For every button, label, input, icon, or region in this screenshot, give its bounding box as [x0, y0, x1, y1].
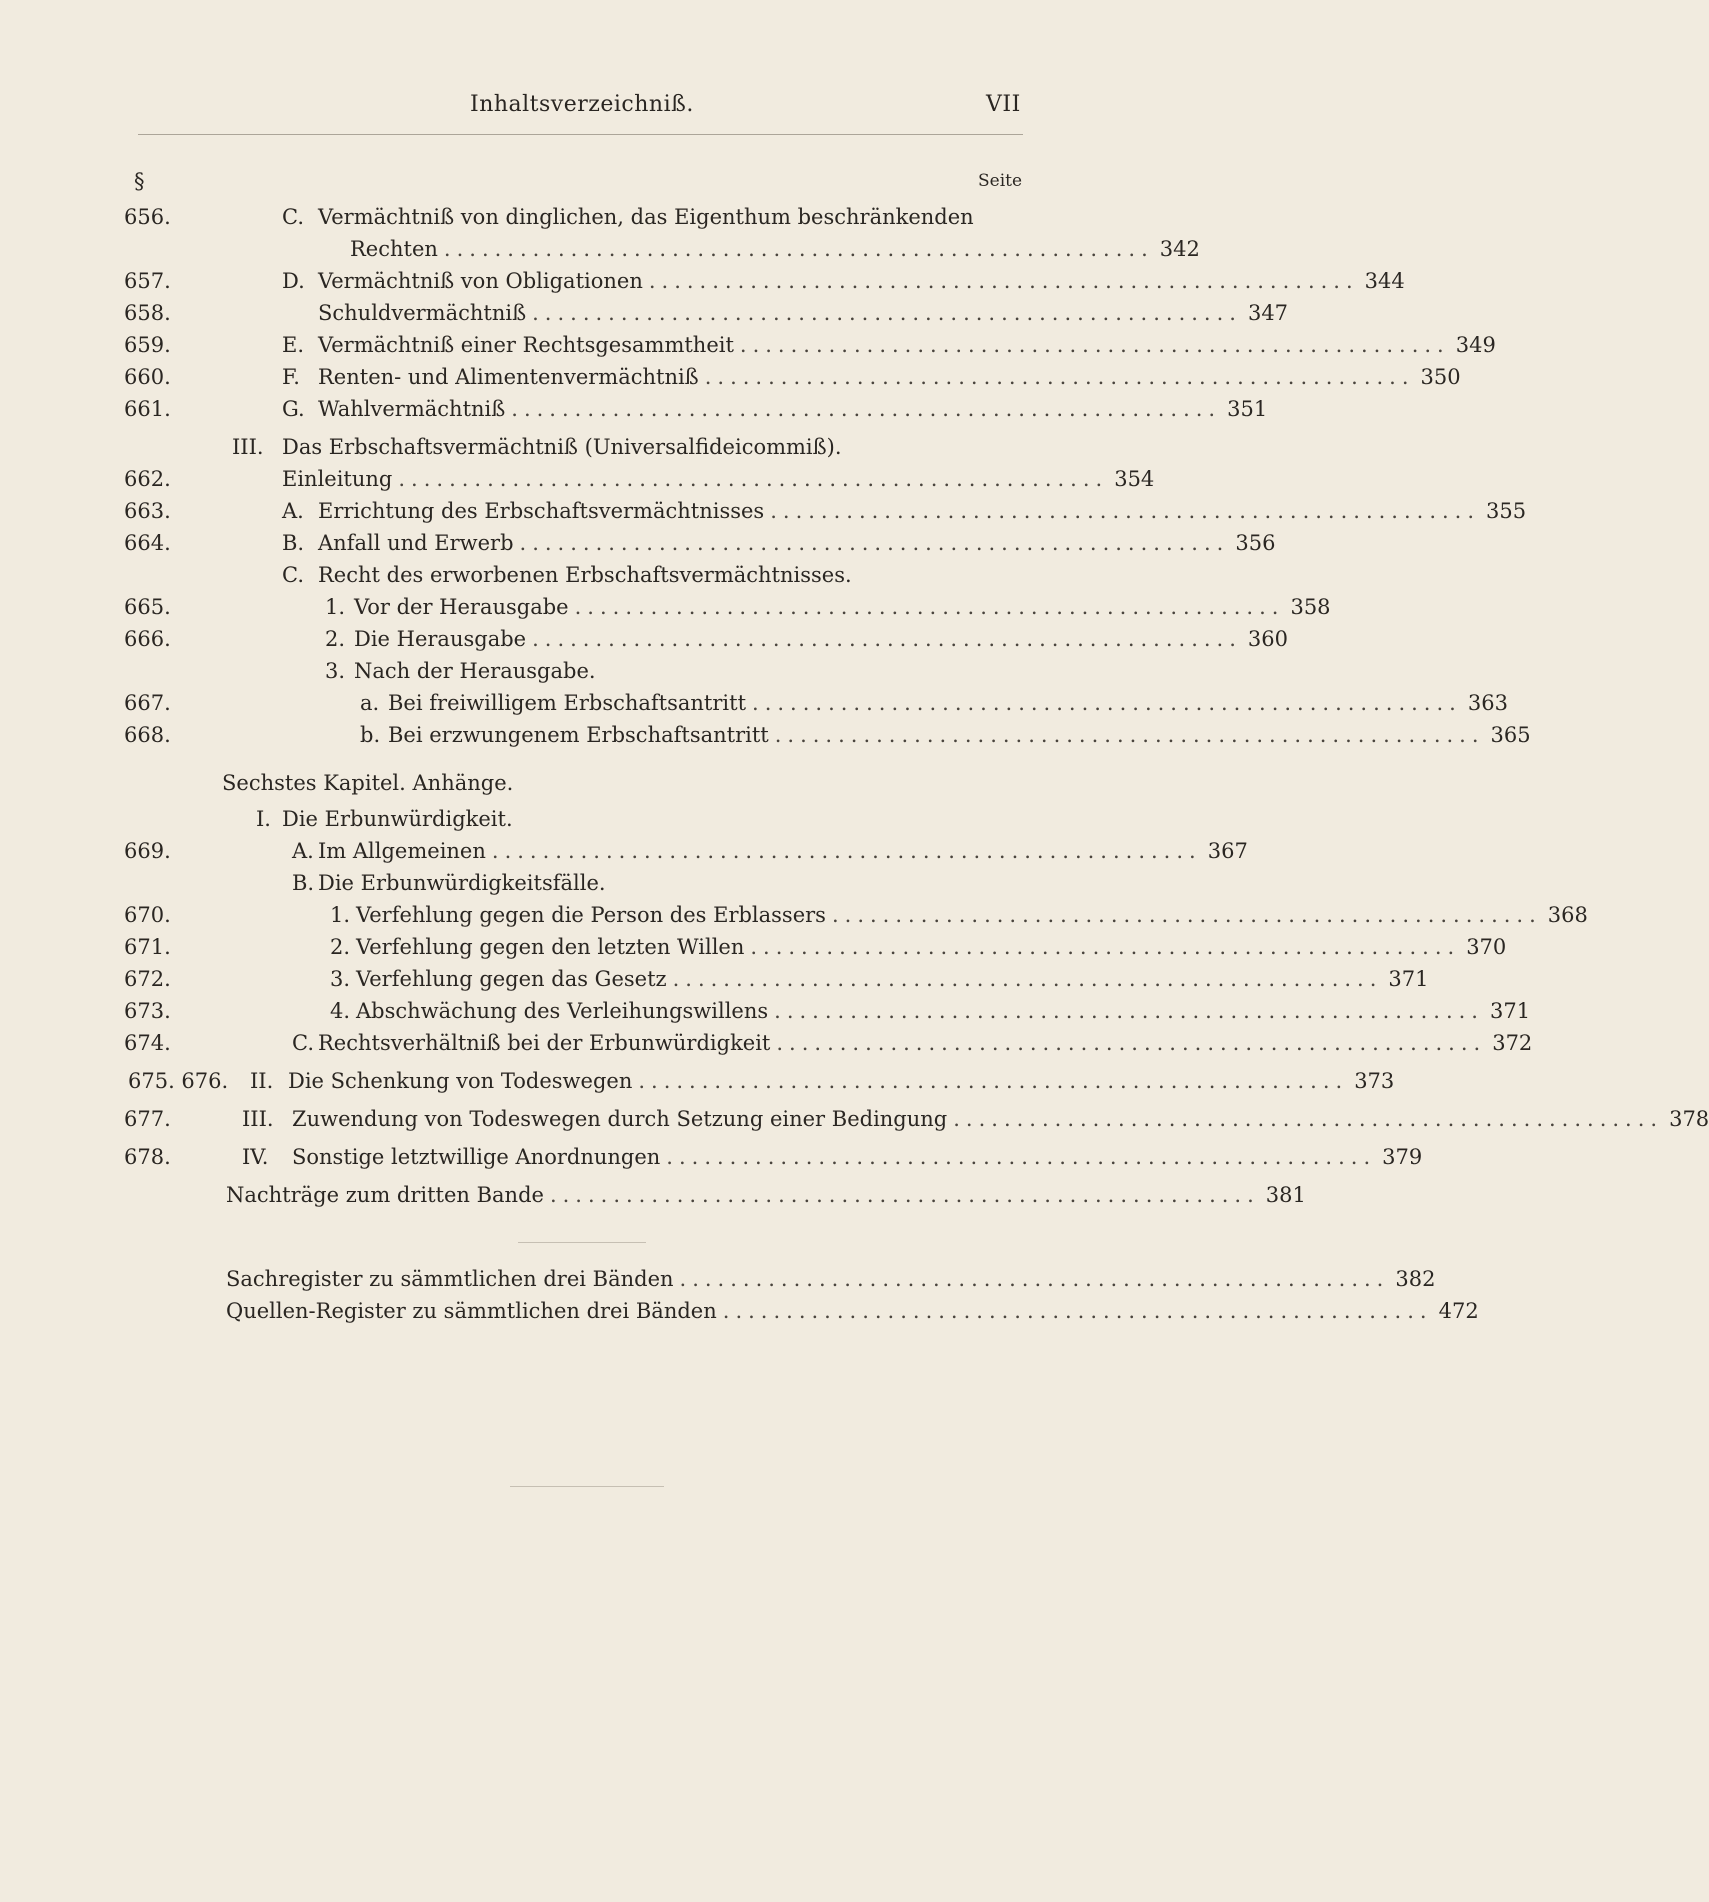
entry-title: Die Schenkung von Todeswegen: [288, 1069, 633, 1093]
bottom-rule: [510, 1486, 664, 1487]
section-number: 659.: [124, 333, 171, 357]
dot-leader: ........................................................: [648, 269, 1359, 293]
dot-leader: ........................................................: [722, 1299, 1433, 1323]
entry-line: [318, 298, 1289, 328]
entry-line: [226, 1180, 1306, 1210]
entry-title: Das Erbschaftsvermächtniß (Universalfideicommiß).: [282, 435, 842, 459]
dot-leader: ........................................................: [672, 967, 1383, 991]
entry-line: [388, 720, 1531, 750]
entry-title: Rechten: [350, 237, 438, 261]
entry-page-number: 372: [1492, 1031, 1533, 1055]
section-number: 664.: [124, 531, 171, 555]
entry-label: IV.: [242, 1145, 269, 1169]
entry-title: Errichtung des Erbschaftsvermächtnisses: [318, 499, 765, 523]
entry-page-number: 365: [1490, 723, 1531, 747]
dot-leader: ........................................................: [532, 627, 1242, 651]
entry-line: [354, 592, 1331, 622]
entry-page-number: 368: [1547, 903, 1588, 927]
entry-page-number: 363: [1467, 691, 1508, 715]
section-number: 663.: [124, 499, 171, 523]
toc-entry: [0, 1180, 1306, 1210]
toc-entry: [0, 964, 1429, 994]
entry-title: Renten- und Alimentenvermächtniß: [318, 365, 699, 389]
dot-leader: ........................................................: [638, 1069, 1349, 1093]
entry-line: [318, 362, 1461, 392]
toc-entry: [0, 932, 1507, 962]
entry-line: [282, 464, 1155, 494]
entry-page-number: 373: [1354, 1069, 1395, 1093]
dot-leader: ........................................................: [443, 237, 1154, 261]
dot-leader: ........................................................: [770, 499, 1481, 523]
section-symbol: §: [134, 169, 145, 193]
section-number: 667.: [124, 691, 171, 715]
section-number: 661.: [124, 397, 171, 421]
entry-line: [356, 932, 1507, 962]
toc-entry: [0, 432, 1218, 462]
entry-line: [226, 1296, 1479, 1326]
entry-label: F.: [282, 365, 300, 389]
entry-page-number: 355: [1486, 499, 1527, 523]
toc-entry: [0, 202, 1218, 232]
section-number: 657.: [124, 269, 171, 293]
section-number: 670.: [124, 903, 171, 927]
dot-leader: ........................................................: [750, 935, 1461, 959]
separator-rule: [518, 1242, 646, 1243]
entry-page-number: 371: [1489, 999, 1531, 1023]
entry-label: III.: [232, 435, 264, 459]
section-number: 656.: [124, 205, 171, 229]
entry-title: Anfall und Erwerb: [318, 531, 514, 555]
entry-label: C.: [282, 205, 304, 229]
toc-entry: [0, 394, 1268, 424]
entry-title: Vermächtniß von dinglichen, das Eigenthum beschränkenden: [318, 205, 974, 229]
entry-line: [356, 900, 1588, 930]
toc-entry: [0, 464, 1218, 494]
dot-leader: ........................................................: [774, 999, 1484, 1023]
toc-entry: [0, 330, 1496, 360]
entry-title: Vor der Herausgabe: [354, 595, 569, 619]
entry-title: Wahlvermächtniß: [318, 397, 506, 421]
entry-label: C.: [282, 563, 304, 587]
toc-entry: [0, 560, 1218, 590]
entry-line: [292, 1104, 1709, 1134]
entry-line: [318, 266, 1405, 296]
toc-entry: [0, 362, 1461, 392]
toc-entry: [0, 1066, 1395, 1096]
header-title: Inhaltsverzeichniß.: [470, 92, 694, 117]
dot-leader: ........................................................: [953, 1107, 1664, 1131]
entry-label: G.: [282, 397, 305, 421]
entry-label: C.: [292, 1031, 314, 1055]
entry-page-number: 349: [1455, 333, 1496, 357]
entry-title: Verfehlung gegen das Gesetz: [356, 967, 667, 991]
entry-label: E.: [282, 333, 305, 357]
entry-title: Verfehlung gegen den letzten Willen: [356, 935, 745, 959]
entry-page-number: 472: [1438, 1299, 1479, 1323]
entry-line: [318, 496, 1527, 526]
entry-label: A.: [292, 839, 314, 863]
dot-leader: ........................................................: [574, 595, 1285, 619]
entry-title: Recht des erworbenen Erbschaftsvermächtnisses.: [318, 563, 852, 587]
toc-entry: [0, 768, 1218, 798]
entry-line: [318, 528, 1276, 558]
toc-entry: [0, 234, 1218, 264]
entry-line: [292, 1142, 1423, 1172]
dot-leader: ........................................................: [739, 333, 1450, 357]
toc-entry: [0, 624, 1289, 654]
entry-label: 3.: [325, 659, 346, 683]
section-number: 660.: [124, 365, 171, 389]
entry-title: Vermächtniß einer Rechtsgesammtheit: [318, 333, 734, 357]
dot-leader: ........................................................: [704, 365, 1415, 389]
dot-leader: ........................................................: [519, 531, 1230, 555]
entry-title: Sechstes Kapitel. Anhänge.: [222, 771, 514, 795]
entry-label: A.: [282, 499, 304, 523]
entry-page-number: 351: [1227, 397, 1268, 421]
entry-page-number: 358: [1290, 595, 1331, 619]
section-number: 677.: [124, 1107, 171, 1131]
entry-line: [318, 394, 1268, 424]
dot-leader: ........................................................: [398, 467, 1109, 491]
entry-page-number: 370: [1466, 935, 1507, 959]
entry-label: B.: [282, 531, 305, 555]
entry-label: 2.: [325, 627, 346, 651]
entry-title: Vermächtniß von Obligationen: [318, 269, 643, 293]
entry-title: Quellen-Register zu sämmtlichen drei Bänden: [226, 1299, 717, 1323]
entry-title: Schuldvermächtniß: [318, 301, 527, 325]
entry-title: Zuwendung von Todeswegen durch Setzung einer Bedingung: [292, 1107, 948, 1131]
entry-page-number: 379: [1382, 1145, 1423, 1169]
toc-entry: [0, 868, 1218, 898]
section-number: 665.: [124, 595, 171, 619]
toc-entry: [0, 900, 1588, 930]
entry-title: Die Erbunwürdigkeitsfälle.: [318, 871, 606, 895]
entry-title: Nach der Herausgabe.: [354, 659, 596, 683]
entry-label: 1.: [330, 903, 351, 927]
entry-line: [318, 1028, 1533, 1058]
entry-page-number: 342: [1159, 237, 1200, 261]
section-number: 671.: [124, 935, 171, 959]
section-number: 668.: [124, 723, 171, 747]
entry-line: [226, 1264, 1436, 1294]
entry-page-number: 354: [1114, 467, 1155, 491]
toc-entry: [0, 996, 1531, 1026]
section-number: 673.: [124, 999, 171, 1023]
dot-leader: ........................................................: [532, 301, 1242, 325]
entry-title: Einleitung: [282, 467, 393, 491]
entry-title: Die Erbunwürdigkeit.: [282, 807, 513, 831]
section-number: 678.: [124, 1145, 171, 1169]
section-number: 674.: [124, 1031, 171, 1055]
toc-entry: [0, 592, 1331, 622]
entry-title: Rechtsverhältniß bei der Erbunwürdigkeit: [318, 1031, 771, 1055]
entry-page-number: 360: [1247, 627, 1289, 651]
entry-line: [356, 996, 1531, 1026]
entry-page-number: 344: [1364, 269, 1405, 293]
entry-label: 4.: [330, 999, 351, 1023]
entry-title: Abschwächung des Verleihungswillens: [356, 999, 769, 1023]
section-number: 672.: [124, 967, 171, 991]
toc-entry: [0, 656, 1218, 686]
dot-leader: ........................................................: [774, 723, 1485, 747]
entry-line: [388, 688, 1508, 718]
toc-entry: [0, 528, 1276, 558]
entry-page-number: 371: [1388, 967, 1429, 991]
entry-page-number: 378: [1669, 1107, 1709, 1131]
entry-title: Im Allgemeinen: [318, 839, 486, 863]
toc-entry: [0, 1296, 1479, 1326]
entry-line: [356, 964, 1429, 994]
entry-title: Bei erzwungenem Erbschaftsantritt: [388, 723, 769, 747]
entry-title: Nachträge zum dritten Bande: [226, 1183, 544, 1207]
entry-line: [354, 624, 1289, 654]
entry-label: II.: [250, 1069, 274, 1093]
toc-entry: [0, 720, 1531, 750]
dot-leader: ........................................................: [549, 1183, 1260, 1207]
entry-line: [350, 234, 1200, 264]
entry-page-number: 367: [1207, 839, 1248, 863]
entry-label: 1.: [325, 595, 346, 619]
page-column-label: Seite: [978, 171, 1023, 191]
dot-leader: ........................................................: [752, 691, 1462, 715]
toc-entry: [0, 1264, 1436, 1294]
entry-page-number: 381: [1265, 1183, 1306, 1207]
entry-label: 2.: [330, 935, 351, 959]
section-number: 675. 676.: [128, 1069, 229, 1093]
entry-label: a.: [360, 691, 380, 715]
toc-entry: [0, 496, 1527, 526]
section-number: 669.: [124, 839, 171, 863]
dot-leader: ........................................................: [511, 397, 1222, 421]
entry-title: Die Herausgabe: [354, 627, 527, 651]
toc-entry: [0, 836, 1248, 866]
entry-title: Verfehlung gegen die Person des Erblassers: [356, 903, 826, 927]
toc-entry: [0, 1142, 1423, 1172]
section-number: 666.: [124, 627, 171, 651]
toc-entry: [0, 688, 1508, 718]
toc-entry: [0, 298, 1289, 328]
dot-leader: ........................................................: [666, 1145, 1377, 1169]
entry-label: III.: [242, 1107, 274, 1131]
entry-label: I.: [256, 807, 271, 831]
entry-page-number: 350: [1420, 365, 1461, 389]
entry-label: 3.: [330, 967, 351, 991]
entry-label: B.: [292, 871, 315, 895]
dot-leader: ........................................................: [776, 1031, 1487, 1055]
dot-leader: ........................................................: [679, 1267, 1390, 1291]
entry-label: b.: [360, 723, 381, 747]
section-number: 662.: [124, 467, 171, 491]
entry-page-number: 382: [1395, 1267, 1436, 1291]
entry-title: Sachregister zu sämmtlichen drei Bänden: [226, 1267, 674, 1291]
entry-page-number: 356: [1235, 531, 1276, 555]
section-number: 658.: [124, 301, 171, 325]
entry-line: [318, 330, 1496, 360]
entry-title: Sonstige letztwillige Anordnungen: [292, 1145, 661, 1169]
entry-label: D.: [282, 269, 305, 293]
entry-page-number: 347: [1247, 301, 1289, 325]
toc-entry: [0, 1028, 1533, 1058]
entry-title: Bei freiwilligem Erbschaftsantritt: [388, 691, 747, 715]
dot-leader: ........................................................: [491, 839, 1202, 863]
toc-entry: [0, 266, 1405, 296]
entry-line: [288, 1066, 1395, 1096]
entry-line: [318, 836, 1248, 866]
toc-entry: [0, 804, 1218, 834]
header-page-number: VII: [986, 92, 1021, 117]
dot-leader: ........................................................: [831, 903, 1542, 927]
toc-entry: [0, 1104, 1709, 1134]
